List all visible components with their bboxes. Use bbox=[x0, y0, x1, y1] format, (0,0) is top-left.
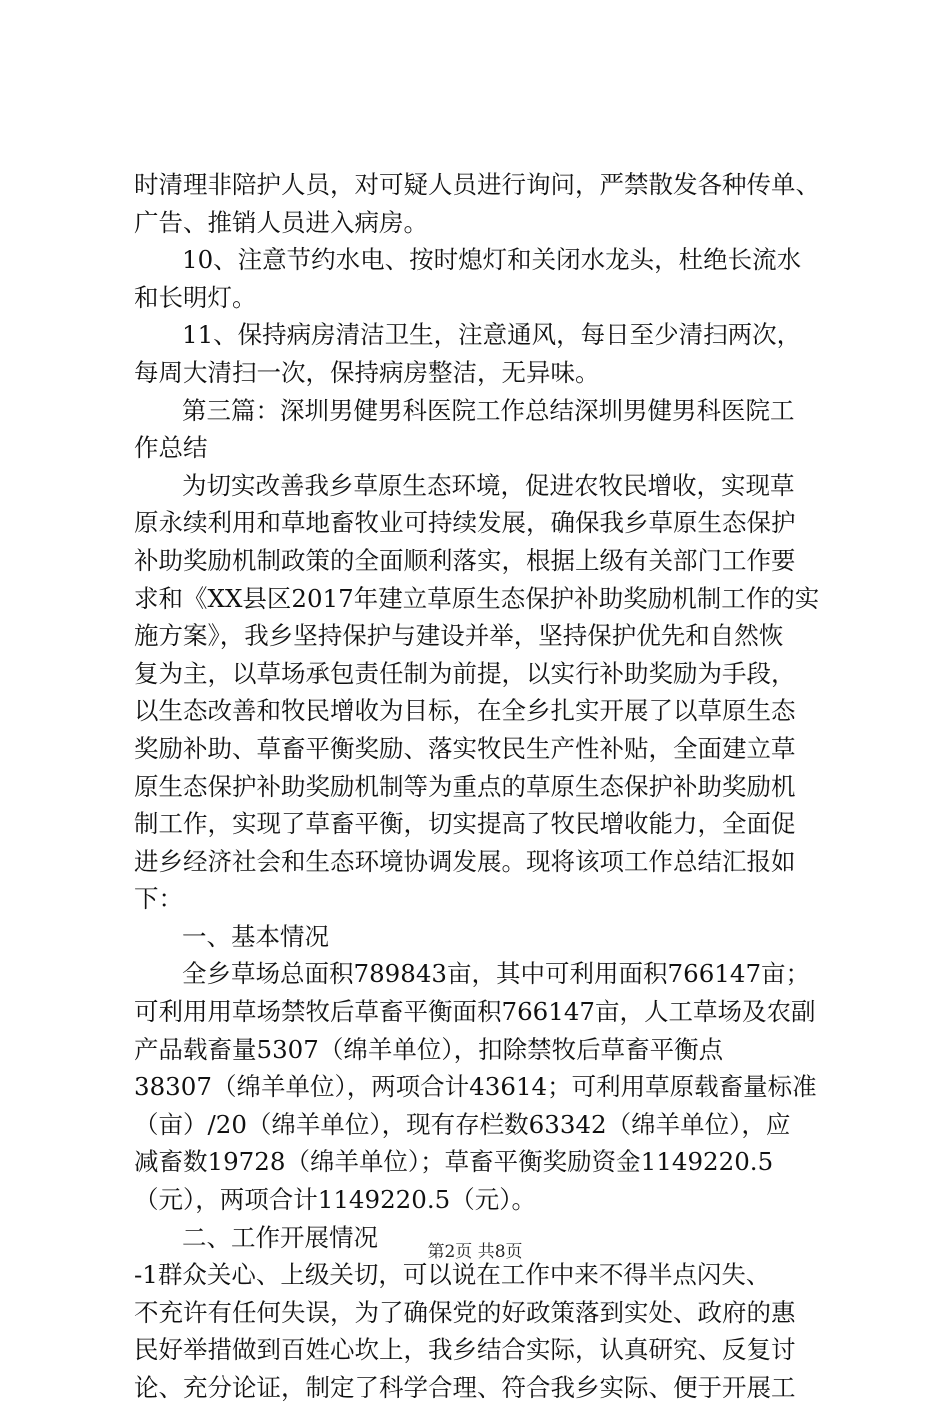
text-line: 不充许有任何失误，为了确保党的好政策落到实处、政府的惠 bbox=[134, 1297, 796, 1327]
section-heading: 作总结 bbox=[134, 433, 208, 463]
section-heading: 一、基本情况 bbox=[182, 921, 329, 951]
text-line: 和长明灯。 bbox=[134, 282, 257, 312]
text-line: 以生态改善和牧民增收为目标，在全乡扎实开展了以草原生态 bbox=[134, 696, 796, 726]
text-line: 补助奖励机制政策的全面顺利落实，根据上级有关部门工作要 bbox=[134, 545, 796, 575]
text-line: 减畜数19728（绵羊单位）；草畜平衡奖励资金1149220.5 bbox=[134, 1147, 774, 1177]
text-line: 奖励补助、草畜平衡奖励、落实牧民生产性补贴，全面建立草 bbox=[134, 733, 796, 763]
text-line: 产品载畜量5307（绵羊单位），扣除禁牧后草畜平衡点 bbox=[134, 1034, 724, 1064]
text-line: 论、充分论证，制定了科学合理、符合我乡实际、便于开展工 bbox=[134, 1373, 796, 1402]
text-line: 时清理非陪护人员，对可疑人员进行询问，严禁散发各种传单、 bbox=[134, 170, 820, 199]
text-line: 广告、推销人员进入病房。 bbox=[134, 207, 428, 237]
text-line: 为切实改善我乡草原生态环境，促进农牧民增收，实现草 bbox=[182, 470, 795, 500]
text-line: 进乡经济社会和生态环境协调发展。现将该项工作总结汇报如 bbox=[134, 846, 796, 876]
text-line: 10、注意节约水电、按时熄灯和关闭水龙头，杜绝长流水 bbox=[182, 245, 802, 275]
text-line: （亩）/20（绵羊单位），现有存栏数63342（绵羊单位），应 bbox=[134, 1109, 791, 1139]
text-line: 求和《XX县区2017年建立草原生态保护补助奖励机制工作的实 bbox=[134, 583, 820, 613]
text-line: 施方案》，我乡坚持保护与建设并举，坚持保护优先和自然恢 bbox=[134, 621, 784, 651]
text-line: 复为主，以草场承包责任制为前提，以实行补助奖励为手段， bbox=[134, 658, 796, 688]
text-line: -1群众关心、上级关切，可以说在工作中来不得半点闪失、 bbox=[134, 1260, 771, 1290]
text-line: 11、保持病房清洁卫生，注意通风，每日至少清扫两次， bbox=[182, 320, 802, 350]
text-line: （元），两项合计1149220.5（元）。 bbox=[134, 1185, 536, 1215]
text-line: 原永续利用和草地畜牧业可持续发展，确保我乡草原生态保护 bbox=[134, 508, 796, 538]
text-line: 可利用用草场禁牧后草畜平衡面积766147亩，人工草场及农副 bbox=[134, 997, 816, 1027]
body-text bbox=[134, 166, 834, 1407]
section-heading: 二、工作开展情况 bbox=[182, 1222, 378, 1252]
section-heading: 第三篇：深圳男健男科医院工作总结深圳男健男科医院工 bbox=[182, 395, 795, 425]
page-footer: 第2页 共8页 bbox=[427, 1242, 523, 1262]
text-line: 民好举措做到百姓心坎上，我乡结合实际，认真研究、反复讨 bbox=[134, 1335, 796, 1365]
text-line: 制工作，实现了草畜平衡，切实提高了牧民增收能力，全面促 bbox=[134, 809, 796, 839]
text-line: 原生态保护补助奖励机制等为重点的草原生态保护补助奖励机 bbox=[134, 771, 796, 801]
text-line: 下： bbox=[134, 884, 183, 914]
text-line: 38307（绵羊单位），两项合计43614；可利用草原载畜量标准 bbox=[134, 1072, 817, 1102]
text-line: 每周大清扫一次，保持病房整洁，无异味。 bbox=[134, 357, 600, 387]
text-line: 全乡草场总面积789843亩，其中可利用面积766147亩； bbox=[182, 959, 811, 989]
